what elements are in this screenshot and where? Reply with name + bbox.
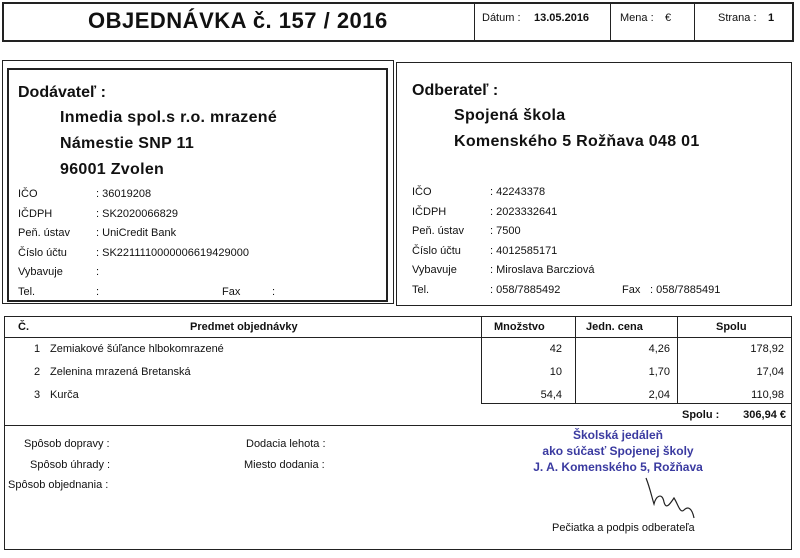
customer-field-value: : 058/7885492 — [490, 284, 561, 296]
school-stamp — [498, 427, 738, 475]
supplier-name: Inmedia spol.s r.o. mrazené — [60, 109, 278, 126]
supplier-field-label: Peň. ústav — [18, 227, 70, 239]
stamp-line: Školská jedáleň — [572, 428, 664, 442]
page-value: 1 — [768, 12, 775, 24]
customer-field-label: IČO — [412, 186, 432, 198]
row-total: 110,98 — [751, 389, 784, 401]
row-subject: Zelenina mrazená Bretanská — [50, 366, 191, 378]
row-number: 1 — [34, 343, 41, 355]
supplier-field-value: : — [96, 266, 100, 278]
row-total: 17,04 — [756, 366, 784, 378]
supplier-field-value: : UniCredit Bank — [96, 227, 177, 239]
row-subject: Zemiakové šúľance hlbokomrazené — [50, 343, 224, 355]
date-value: 13.05.2016 — [534, 12, 590, 24]
supplier-field-label: IČDPH — [18, 208, 53, 220]
signature-icon — [640, 474, 700, 524]
supplier-field-label: Vybavuje — [18, 266, 63, 278]
row-qty: 10 — [549, 366, 562, 378]
customer-field-value: : 4012585171 — [490, 245, 558, 257]
customer-field-label: Vybavuje — [412, 264, 457, 276]
row-unit-price: 4,26 — [648, 343, 670, 355]
page-label: Strana : — [718, 12, 757, 24]
delivery-term-label: Dodacia lehota : — [246, 438, 326, 450]
customer-name: Spojená škola — [454, 107, 566, 124]
header-divider — [694, 4, 695, 40]
table-header-rule — [5, 337, 791, 338]
supplier-fax-value: : — [272, 286, 276, 298]
customer-field-label: Číslo účtu — [412, 245, 461, 257]
sum-value: 306,94 € — [743, 409, 786, 421]
supplier-field-label: Číslo účtu — [18, 247, 67, 259]
customer-fax-value: : 058/7885491 — [650, 284, 721, 296]
header-divider — [610, 4, 611, 40]
order-title: OBJEDNÁVKA č. 157 / 2016 — [88, 8, 388, 33]
customer-field-label: Tel. — [412, 284, 430, 296]
stamp-line: ako súčasť Spojenej školy — [542, 444, 694, 458]
customer-field-value: : 2023332641 — [490, 206, 558, 218]
customer-heading: Odberateľ : — [412, 82, 499, 99]
col-header-no: Č. — [18, 321, 29, 333]
supplier-city: 96001 Zvolen — [60, 161, 165, 178]
supplier-field-value: : SK2020066829 — [96, 208, 178, 220]
row-qty: 54,4 — [540, 389, 562, 401]
supplier-field-value: : — [96, 286, 100, 298]
supplier-fax-label: Fax — [222, 286, 241, 298]
order-method-label: Spôsob objednania : — [8, 479, 109, 491]
row-unit-price: 1,70 — [648, 366, 670, 378]
customer-field-label: IČDPH — [412, 206, 447, 218]
row-subject: Kurča — [50, 389, 79, 401]
supplier-field-value: : 36019208 — [96, 188, 152, 200]
currency-value: € — [665, 12, 672, 24]
customer-field-value: : Miroslava Barcziová — [490, 264, 595, 276]
customer-field-value: : 42243378 — [490, 186, 546, 198]
customer-field-value: : 7500 — [490, 225, 521, 237]
customer-address: Komenského 5 Rožňava 048 01 — [454, 133, 700, 150]
transport-label: Spôsob dopravy : — [24, 438, 110, 450]
payment-label: Spôsob úhrady : — [30, 459, 111, 471]
sum-label: Spolu : — [682, 409, 720, 421]
row-number: 2 — [34, 366, 41, 378]
customer-fax-label: Fax — [622, 284, 641, 296]
supplier-field-label: Tel. — [18, 286, 36, 298]
col-header-total: Spolu — [716, 321, 747, 333]
signature-label: Pečiatka a podpis odberateľa — [552, 522, 695, 534]
stamp-line: J. A. Komenského 5, Rožňava — [533, 460, 703, 474]
row-total: 178,92 — [750, 343, 784, 355]
col-header-qty: Množstvo — [494, 321, 545, 333]
col-header-subject: Predmet objednávky — [190, 321, 298, 333]
supplier-inner-box — [7, 68, 388, 302]
customer-field-label: Peň. ústav — [412, 225, 464, 237]
supplier-street: Námestie SNP 11 — [60, 135, 195, 152]
row-unit-price: 2,04 — [648, 389, 670, 401]
currency-label: Mena : — [620, 12, 654, 24]
row-qty: 42 — [549, 343, 562, 355]
supplier-heading: Dodávateľ : — [18, 84, 106, 101]
col-header-unit-price: Jedn. cena — [586, 321, 643, 333]
date-label: Dátum : — [482, 12, 521, 24]
supplier-field-value: : SK2211110000006619429000 — [96, 247, 249, 259]
delivery-place-label: Miesto dodania : — [244, 459, 325, 471]
supplier-field-label: IČO — [18, 188, 38, 200]
row-number: 3 — [34, 389, 41, 401]
table-sum-rule — [481, 403, 791, 404]
header-divider — [474, 4, 475, 40]
